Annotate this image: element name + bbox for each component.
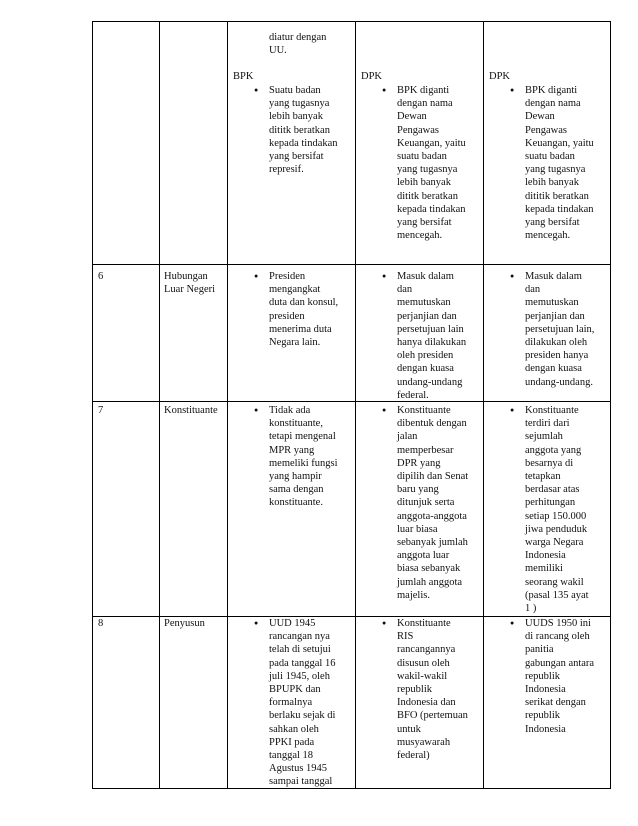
bullet-text-line: persetujuan lain,	[525, 323, 595, 335]
bullet-text-line: Konstituante	[525, 405, 579, 416]
bullet-text-line: serikat dengan	[525, 697, 586, 709]
bullet-text-line: (pasal 135 ayat	[525, 589, 589, 601]
bullet-text-line: 1 )	[525, 603, 537, 615]
bullet-text-line: yang bersifat	[397, 217, 452, 229]
bullet-text-line: berlaku sejak di	[269, 710, 336, 722]
bullet-text-line: republik	[397, 684, 432, 696]
bullet-text-line: dengan kuasa	[397, 363, 454, 375]
row-topic: Luar Negeri	[164, 284, 216, 295]
bullet-text-line: Dewan	[397, 111, 427, 123]
bullet-text-line: dengan nama	[525, 98, 581, 110]
bullet-text-line: menerima duta	[269, 323, 332, 335]
bullet-text-line: Indonesia	[525, 550, 566, 562]
bullet-text-line: Konstituante	[397, 405, 451, 416]
bullet-text-line: musyawarah	[397, 736, 451, 748]
bullet-text-line: mencegah.	[397, 230, 443, 242]
bullet-text-line: yang hampir	[269, 471, 322, 483]
bullet-text-line: sebanyak jumlah	[397, 537, 468, 549]
bullet-text-line: kepada tindakan	[269, 137, 338, 149]
bullet-text-line: majelis.	[397, 589, 430, 601]
bullet-text-line: dipilih dan Senat	[397, 471, 469, 483]
bullet-text-line: presiden hanya	[525, 350, 589, 362]
bullet-text-line: memeliki fungsi	[269, 457, 338, 469]
bullet-text-line: republik	[525, 710, 560, 722]
bullet-text-line: telah di setujui	[269, 644, 331, 656]
bullet-text-line: dan	[397, 284, 413, 296]
bullet-text-line: memutuskan	[525, 297, 579, 309]
bullet-text-line: Tidak ada	[269, 405, 311, 416]
bullet-text-line: Masuk dalam	[397, 271, 454, 282]
bullet-text-line: anggota yang	[525, 444, 582, 456]
bullet-text-line: dengan nama	[397, 98, 453, 110]
bullet-text-line: formalnya	[269, 697, 313, 709]
bullet-text-line: dan	[525, 284, 541, 296]
bullet-text-line: anggota-anggota	[397, 510, 467, 522]
bullet-text-line: undang-undang.	[525, 376, 593, 388]
bullet-text-line: Keuangan, yaitu	[525, 137, 594, 149]
bullet-text-line: republik	[525, 670, 560, 682]
bullet-text-line: dititk beratkan	[397, 190, 458, 202]
bullet-text-line: Keuangan, yaitu	[397, 137, 466, 149]
bullet-text-line: perjanjian dan	[397, 310, 457, 322]
bullet-text-line: pada tanggal 16	[269, 657, 336, 669]
bullet-text-line: Pengawas	[525, 124, 567, 136]
bullet-text-line: gabungan antara	[525, 657, 595, 669]
bullet-text-line: wakil-wakil	[397, 670, 448, 682]
bullet-text-line: disusun oleh	[397, 657, 450, 669]
bullet-text-line: dengan kuasa	[525, 363, 582, 375]
bullet-text-line: dititik beratkan	[525, 190, 589, 202]
bullet-text-line: luar biasa	[397, 523, 438, 535]
row-divider	[93, 264, 610, 265]
row-number: 8	[98, 618, 104, 629]
bullet-text-line: sama dengan	[269, 484, 324, 496]
bullet-text-line: BPK diganti	[525, 85, 578, 96]
bullet-text-line: sampai tanggal	[269, 776, 333, 788]
bullet-text-line: persetujuan lain	[397, 323, 464, 335]
bullet-text-line: anggota luar	[397, 550, 450, 562]
bullet-text-line: baru yang	[397, 484, 439, 496]
bullet-text-line: Konstituante	[397, 618, 451, 629]
bullet-text-line: seorang wakil	[525, 576, 584, 588]
column-divider	[227, 22, 228, 788]
bullet-text-line: warga Negara	[525, 537, 584, 549]
bullet-text-line: suatu badan	[525, 151, 575, 163]
bullet-text-line: mengangkat	[269, 284, 321, 296]
bullet-text-line: yang tugasnya	[397, 164, 458, 176]
bullet-text-line: presiden	[269, 310, 305, 322]
bullet-text-line: di rancang oleh	[525, 631, 590, 643]
bullet-text-line: jalan	[397, 431, 418, 443]
bullet-text-line: memiliki	[525, 563, 563, 575]
bullet-text-line: yang bersifat	[269, 151, 324, 163]
bullet-text-line: Suatu badan	[269, 85, 321, 96]
row-topic: Konstituante	[164, 405, 218, 416]
bullet-text-line: tanggal 18	[269, 750, 314, 762]
bullet-text-line: duta dan konsul,	[269, 297, 339, 309]
bullet-text-line: lebih banyak	[269, 111, 323, 123]
bullet-text-line: tetapi mengenal	[269, 431, 336, 443]
bullet-text-line: Indonesia	[525, 723, 566, 735]
column-divider	[483, 22, 484, 788]
bullet-text-line: BFO (pertemuan	[397, 710, 468, 722]
bullet-text-line: BPK diganti	[397, 85, 450, 96]
bullet-text-line: memperbesar	[397, 444, 454, 456]
bullet-text-line: Agustus 1945	[269, 763, 328, 775]
bullet-text-line: biasa sebanyak	[397, 563, 461, 575]
bullet-text-line: RIS	[397, 631, 414, 643]
cell-heading: DPK	[489, 71, 511, 82]
bullet-text-line: dilakukan oleh	[525, 337, 588, 349]
bullet-text-line: suatu badan	[397, 151, 447, 163]
row-number: 6	[98, 271, 104, 282]
bullet-text-line: perhitungan	[525, 497, 576, 509]
bullet-text-line: Indonesia	[525, 684, 566, 696]
bullet-text-line: Indonesia dan	[397, 697, 456, 709]
bullet-text-line: untuk	[397, 723, 421, 735]
bullet-text-line: UUDS 1950 ini	[525, 618, 591, 629]
bullet-text-line: yang bersifat	[525, 217, 580, 229]
bullet-text-line: yang tugasnya	[525, 164, 586, 176]
column-divider	[355, 22, 356, 788]
bullet-text-line: lebih banyak	[525, 177, 579, 189]
bullet-text-line: federal)	[397, 750, 430, 762]
bullet-text-line: memutuskan	[397, 297, 451, 309]
bullet-text-line: berdasar atas	[525, 484, 580, 496]
bullet-text-line: BPUPK dan	[269, 684, 321, 696]
bullet-text-line: MPR yang	[269, 444, 315, 456]
row-divider	[93, 401, 610, 402]
row-topic: Penyusun	[164, 618, 205, 629]
bullet-text-line: mencegah.	[525, 230, 571, 242]
bullet-text-line: jumlah anggota	[397, 576, 463, 588]
bullet-text-line: panitia	[525, 644, 554, 656]
column-divider	[159, 22, 160, 788]
bullet-text-line: kepada tindakan	[525, 203, 594, 215]
bullet-text-line: sejumlah	[525, 431, 563, 443]
cell-text: diatur dengan	[269, 32, 327, 43]
bullet-text-line: Pengawas	[397, 124, 439, 136]
bullet-text-line: Dewan	[525, 111, 555, 123]
bullet-text-line: kepada tindakan	[397, 203, 466, 215]
bullet-text-line: oleh presiden	[397, 350, 454, 362]
bullet-text-line: represif.	[269, 164, 304, 176]
cell-heading: BPK	[233, 71, 254, 82]
bullet-text-line: konstituante.	[269, 497, 323, 509]
bullet-text-line: dibentuk dengan	[397, 418, 467, 430]
bullet-text-line: hanya dilakukan	[397, 337, 467, 349]
cell-heading: DPK	[361, 71, 383, 82]
bullet-text-line: terdiri dari	[525, 418, 570, 430]
bullet-text-line: UUD 1945	[269, 618, 316, 629]
bullet-text-line: DPR yang	[397, 457, 441, 469]
bullet-text-line: besarnya di	[525, 457, 574, 469]
bullet-text-line: sahkan oleh	[269, 723, 319, 735]
bullet-text-line: juli 1945, oleh	[269, 670, 330, 682]
bullet-text-line: konstituante,	[269, 418, 323, 430]
bullet-text-line: tetapkan	[525, 471, 561, 483]
row-topic: Hubungan	[164, 271, 208, 282]
row-number: 7	[98, 405, 104, 416]
bullet-text-line: rancangan nya	[269, 631, 330, 643]
bullet-text-line: ditunjuk serta	[397, 497, 455, 509]
bullet-text-line: PPKI pada	[269, 736, 315, 748]
bullet-text-line: perjanjian dan	[525, 310, 585, 322]
cell-text: UU.	[269, 45, 287, 56]
bullet-text-line: setiap 150.000	[525, 510, 587, 522]
bullet-text-line: federal.	[397, 389, 429, 401]
bullet-text-line: Presiden	[269, 271, 306, 282]
bullet-text-line: lebih banyak	[397, 177, 451, 189]
bullet-text-line: yang tugasnya	[269, 98, 330, 110]
bullet-text-line: undang-undang	[397, 376, 463, 388]
bullet-text-line: jiwa penduduk	[525, 523, 588, 535]
bullet-text-line: rancangannya	[397, 644, 456, 656]
bullet-text-line: Negara lain.	[269, 337, 321, 349]
bullet-text-line: Masuk dalam	[525, 271, 582, 282]
bullet-text-line: dititk beratkan	[269, 124, 330, 136]
